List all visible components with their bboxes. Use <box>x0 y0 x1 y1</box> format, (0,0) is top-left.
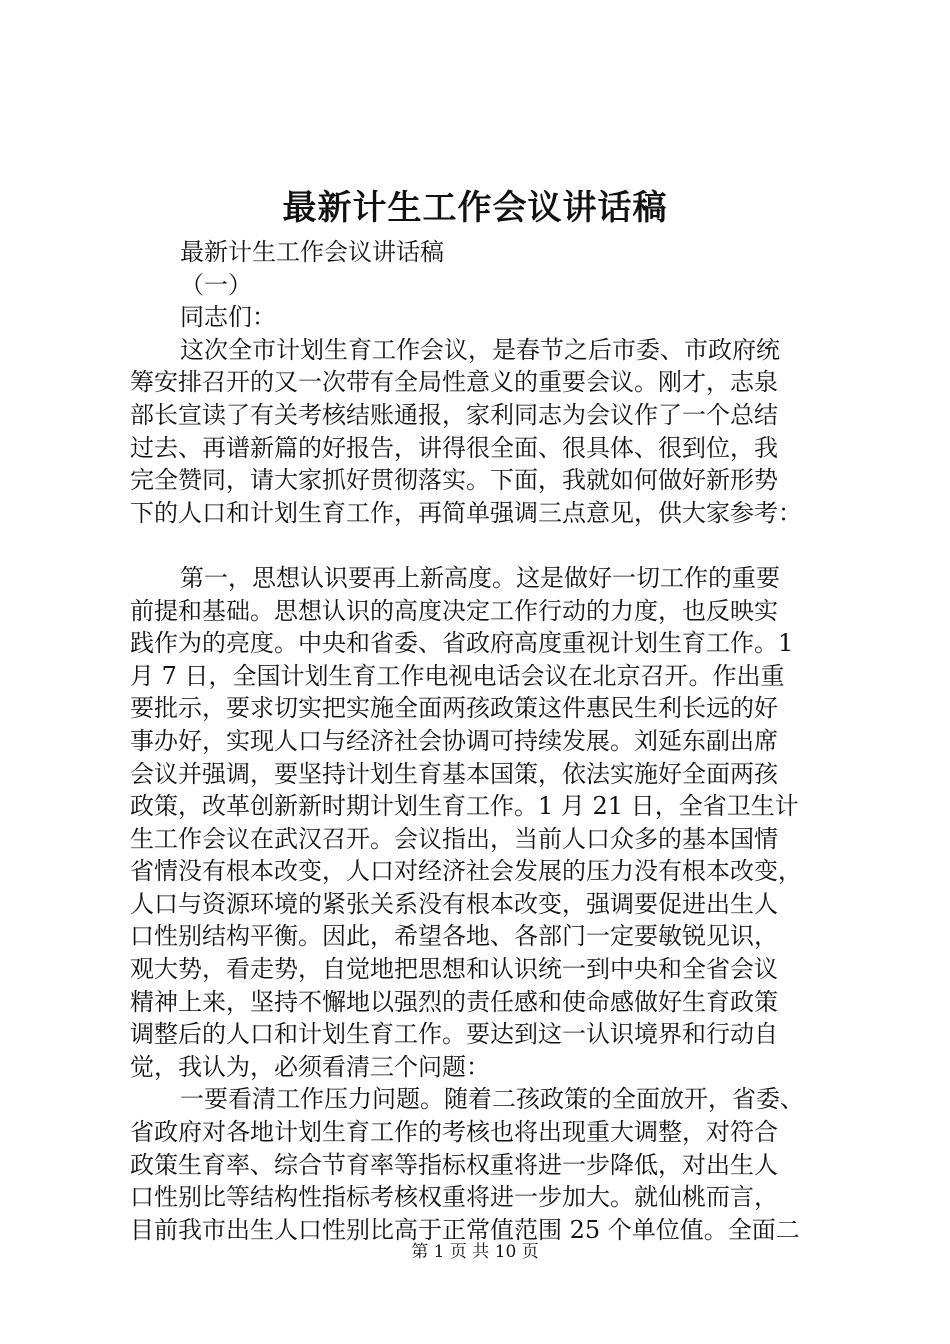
salutation: 同志们： <box>180 303 276 332</box>
paragraph-line: 部长宣读了有关考核结账通报，家利同志为会议作了一个总结 <box>130 400 778 429</box>
paragraph-line: 下的人口和计划生育工作，再简单强调三点意见，供大家参考： <box>130 498 802 527</box>
paragraph-line: 一要看清工作压力问题。随着二孩政策的全面放开，省委、 <box>180 1085 804 1114</box>
paragraph-line: 生工作会议在武汉召开。会议指出，当前人口众多的基本国情 <box>130 824 778 853</box>
paragraph-line: 完全赞同，请大家抓好贯彻落实。下面，我就如何做好新形势 <box>130 466 778 495</box>
paragraph-line: 要批示，要求切实把实施全面两孩政策这件惠民生利长远的好 <box>130 694 778 723</box>
paragraph-line: 政策，改革创新新时期计划生育工作。1 月 21 日，全省卫生计 <box>130 792 799 821</box>
blank-line <box>130 529 846 562</box>
paragraph-line: 省情没有根本改变，人口对经济社会发展的压力没有根本改变， <box>130 857 802 886</box>
subtitle: 最新计生工作会议讲话稿 <box>180 238 444 266</box>
page-footer: 第 1 页 共 10 页 <box>411 1242 539 1262</box>
document-title: 最新计生工作会议讲话稿 <box>282 188 668 228</box>
paragraph-line: 口性别结构平衡。因此，希望各地、各部门一定要敏锐见识， <box>130 922 778 951</box>
paragraph-line: 筹安排召开的又一次带有全局性意义的重要会议。刚才，志泉 <box>130 368 778 397</box>
paragraph-line: 这次全市计划生育工作会议，是春节之后市委、市政府统 <box>180 335 780 364</box>
paragraph-line: 政策生育率、综合节育率等指标权重将进一步降低，对出生人 <box>130 1150 778 1179</box>
paragraph-3 <box>130 1083 846 1246</box>
document-body <box>130 236 846 1246</box>
paragraph-line: 事办好，实现人口与经济社会协调可持续发展。刘延东副出席 <box>130 726 778 755</box>
paragraph-line: 前提和基础。思想认识的高度决定工作行动的力度，也反映实 <box>130 596 778 625</box>
paragraph-line: 月 7 日，全国计划生育工作电视电话会议在北京召开。作出重 <box>130 661 785 690</box>
paragraph-line: 目前我市出生人口性别比高于正常值范围 25 个单位值。全面二 <box>130 1215 800 1244</box>
paragraph-line: 省政府对各地计划生育工作的考核也将出现重大调整，对符合 <box>130 1118 778 1147</box>
paragraph-line: 人口与资源环境的紧张关系没有根本改变，强调要促进出生人 <box>130 889 778 918</box>
paragraph-2 <box>130 562 846 1084</box>
paragraph-line: 精神上来，坚持不懈地以强烈的责任感和使命感做好生育政策 <box>130 987 778 1016</box>
section-number: （一） <box>180 270 252 299</box>
paragraph-line: 践作为的亮度。中央和省委、省政府高度重视计划生育工作。1 <box>130 629 794 658</box>
paragraph-line: 会议并强调，要坚持计划生育基本国策，依法实施好全面两孩 <box>130 759 778 788</box>
paragraph-line: 第一，思想认识要再上新高度。这是做好一切工作的重要 <box>180 563 780 592</box>
paragraph-line: 观大势，看走势，自觉地把思想和认识统一到中央和全省会议 <box>130 955 778 984</box>
paragraph-line: 过去、再谱新篇的好报告，讲得很全面、很具体、很到位，我 <box>130 433 778 462</box>
paragraph-line: 口性别比等结构性指标考核权重将进一步加大。就仙桃而言， <box>130 1183 778 1212</box>
paragraph-line: 觉，我认为，必须看清三个问题： <box>130 1052 490 1081</box>
paragraph-line: 调整后的人口和计划生育工作。要达到这一认识境界和行动自 <box>130 1020 778 1049</box>
paragraph-1 <box>130 334 846 530</box>
